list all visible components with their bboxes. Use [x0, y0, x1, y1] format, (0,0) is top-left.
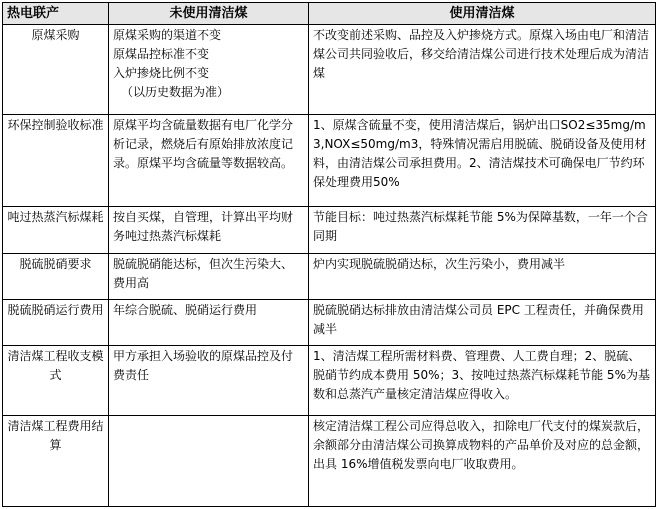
- table-row: [3, 345, 656, 415]
- header-without-clean-coal: 未使用清洁煤: [109, 3, 309, 25]
- cell-line: 原煤品控标准不变: [113, 47, 210, 61]
- table-row: [3, 25, 656, 115]
- with-clean-coal-cell: 1、原煤含硫量不变，使用清洁煤后，锅炉出口SO2≤35mg/m3,NOX≤50mg/m3，特殊情况需启用脱硫、脱硝设备及使用材料，由清洁煤公司承担费用。2、清洁煤技术可确保电厂节约环保处理费用50%: [309, 115, 656, 207]
- without-clean-coal-cell: 原煤平均含硫量数据有电厂化学分析记录，燃烧后有原始排放浓度记录。原煤平均含硫量等数据较高。: [109, 115, 309, 207]
- with-clean-coal-cell: 脱硫脱硝达标排放由清洁煤公司员 EPC 工程责任，并确保费用减半: [309, 299, 656, 345]
- table-row: [3, 253, 656, 299]
- with-clean-coal-cell: 节能目标：吨过热蒸汽标煤耗节能 5%为保障基数，一年一个合同期: [309, 207, 656, 253]
- row-category: 脱硫脱硝要求: [3, 253, 109, 299]
- with-clean-coal-cell: 炉内实现脱硫脱硝达标，次生污染小，费用减半: [309, 253, 656, 299]
- without-clean-coal-cell: [109, 25, 309, 115]
- cell-line: 入炉掺烧比例不变: [113, 66, 210, 80]
- table-row: [3, 299, 656, 345]
- header-with-clean-coal: 使用清洁煤: [309, 3, 656, 25]
- without-clean-coal-cell: 年综合脱硫、脱硝运行费用: [109, 299, 309, 345]
- without-clean-coal-cell: [109, 415, 309, 506]
- row-category: 清洁煤工程收支模式: [3, 345, 109, 415]
- table-row: [3, 415, 656, 506]
- with-clean-coal-cell: 不改变前述采购、品控及入炉掺烧方式。原煤入场由电厂和清洁煤公司共同验收后，移交给清洁煤公司进行技术处理后成为清洁煤: [309, 25, 656, 115]
- without-clean-coal-cell: 甲方承担入场验收的原煤品控及付费责任: [109, 345, 309, 415]
- table-row: [3, 207, 656, 253]
- row-category: 环保控制验收标准: [3, 115, 109, 207]
- without-clean-coal-cell: 脱硫脱硝能达标，但次生污染大、费用高: [109, 253, 309, 299]
- without-clean-coal-cell: 按自买煤，自管理，计算出平均财务吨过热蒸汽标煤耗: [109, 207, 309, 253]
- cell-line: （以历史数据为准）: [121, 85, 230, 99]
- with-clean-coal-cell: 核定清洁煤工程公司应得总收入，扣除电厂代支付的煤炭款后，余额部分由清洁煤公司换算成物料的产品单价及对应的总金额，出具 16%增值税发票向电厂收取费用。: [309, 415, 656, 506]
- header-cogeneration: 热电联产: [3, 3, 109, 25]
- header-row: [3, 3, 656, 25]
- row-category: 脱硫脱硝运行费用: [3, 299, 109, 345]
- cell-line: 原煤采购的渠道不变: [113, 28, 222, 42]
- row-category: 吨过热蒸汽标煤耗: [3, 207, 109, 253]
- row-category: 清洁煤工程费用结算: [3, 415, 109, 506]
- with-clean-coal-cell: 1、清洁煤工程所需材料费、管理费、人工费自理；2、脱硫、脱硝节约成本费用 50%；3、按吨过热蒸汽标煤耗节能 5%为基数和总蒸汽产量核定清洁煤应得收入。: [309, 345, 656, 415]
- comparison-table: [2, 2, 656, 507]
- table-row: [3, 115, 656, 207]
- row-category: 原煤采购: [3, 25, 109, 115]
